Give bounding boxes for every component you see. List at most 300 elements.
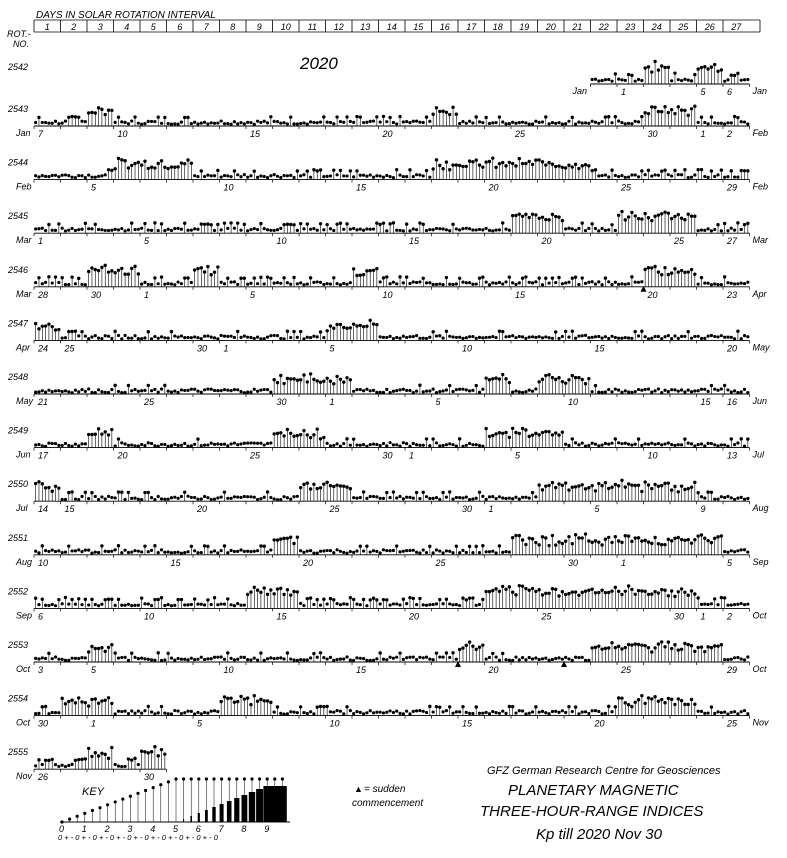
kp-dot [557, 656, 560, 659]
kp-dot [435, 106, 438, 109]
kp-dot [186, 276, 189, 279]
kp-dot [461, 646, 464, 649]
kp-dot [650, 650, 653, 653]
kp-dot [359, 274, 362, 277]
kp-dot [551, 276, 554, 279]
kp-dot [511, 214, 514, 217]
kp-dot [484, 116, 487, 119]
kp-dot [269, 229, 272, 232]
kp-dot [123, 442, 126, 445]
kp-dot [153, 598, 156, 601]
kp-dot [279, 498, 282, 501]
kp-dot [620, 210, 623, 213]
kp-dot [84, 222, 87, 225]
kp-dot [706, 227, 709, 230]
kp-dot [263, 120, 266, 123]
kp-dot [746, 169, 749, 172]
kp-dot [94, 647, 97, 650]
kp-dot [193, 496, 196, 499]
kp-dot [279, 227, 282, 230]
kp-dot [504, 228, 507, 231]
rotation-number: 2542 [8, 62, 29, 72]
kp-dot [508, 550, 511, 553]
kp-dot [143, 709, 146, 712]
kp-dot [577, 443, 580, 446]
kp-dot [61, 174, 64, 177]
kp-dot [607, 228, 610, 231]
kp-dot [282, 712, 285, 715]
kp-dot [557, 711, 560, 714]
kp-dot [84, 656, 87, 659]
kp-dot [100, 544, 103, 547]
rotation-row-2543 [7, 104, 768, 139]
kp-dot [435, 441, 438, 444]
kp-dot [408, 549, 411, 552]
kp-dot [468, 712, 471, 715]
kp-dot [395, 544, 398, 547]
kp-dot [160, 222, 163, 225]
kp-dot [167, 228, 170, 231]
date-label: 1 [329, 397, 335, 407]
kp-dot [554, 281, 557, 284]
kp-dot [375, 221, 378, 224]
kp-dot [564, 330, 567, 333]
kp-dot [375, 323, 378, 326]
rotation-row-2548 [7, 372, 767, 407]
kp-dot [544, 592, 547, 595]
kp-dot [226, 174, 229, 177]
kp-dot [67, 116, 70, 119]
kp-dot [395, 496, 398, 499]
kp-dot [266, 121, 269, 124]
kp-dot [498, 228, 501, 231]
kp-dot [733, 710, 736, 713]
kp-dot [220, 602, 223, 605]
kp-dot [263, 443, 266, 446]
kp-dot [687, 643, 690, 646]
kp-dot [316, 229, 319, 232]
kp-dot [687, 213, 690, 216]
kp-dot [44, 657, 47, 660]
kp-dot [700, 388, 703, 391]
kp-dot [352, 712, 355, 715]
kp-dot [627, 390, 630, 393]
kp-dot [316, 427, 319, 430]
kp-dot [610, 589, 613, 592]
kp-dot [229, 696, 232, 699]
kp-dot [743, 334, 746, 337]
kp-dot [511, 390, 514, 393]
kp-dot [216, 121, 219, 124]
kp-dot [514, 336, 517, 339]
kp-dot [683, 78, 686, 81]
kp-dot [670, 174, 673, 177]
kp-dot [498, 115, 501, 118]
kp-dot [223, 282, 226, 285]
kp-dot [475, 648, 478, 651]
kp-dot [590, 588, 593, 591]
kp-dot [90, 645, 93, 648]
header-day-number: 5 [150, 22, 156, 32]
kp-dot [153, 166, 156, 169]
kp-dot [534, 387, 537, 390]
kp-dot [634, 173, 637, 176]
left-month-label: Oct [16, 664, 31, 674]
kp-dot [210, 336, 213, 339]
kp-dot [196, 437, 199, 440]
kp-dot [534, 495, 537, 498]
kp-dot [246, 336, 249, 339]
kp-dot [289, 432, 292, 435]
kp-dot [160, 122, 163, 125]
kp-dot [425, 604, 428, 607]
kp-dot [620, 479, 623, 482]
kp-dot [485, 658, 488, 661]
kp-dot [279, 176, 282, 179]
kp-dot [229, 335, 232, 338]
kp-dot [259, 388, 262, 391]
left-month-label: Oct [16, 717, 31, 728]
kp-dot [670, 539, 673, 542]
date-label: 30 [38, 718, 49, 729]
kp-dot [385, 491, 388, 494]
kp-dot [614, 705, 617, 708]
kp-dot [299, 378, 302, 381]
kp-dot [491, 589, 494, 592]
kp-dot [110, 337, 113, 340]
kp-dot [746, 655, 749, 658]
kp-dot [213, 270, 216, 273]
kp-dot [557, 276, 560, 279]
kp-dot [312, 551, 315, 554]
kp-dot [44, 121, 47, 124]
kp-dot [173, 389, 176, 392]
kp-dot [335, 115, 338, 118]
kp-dot [100, 432, 103, 435]
kp-dot [590, 646, 593, 649]
kp-dot [127, 659, 130, 662]
kp-dot [412, 597, 415, 600]
date-label: 28 [38, 289, 49, 300]
kp-dot [173, 551, 176, 554]
kp-dot [471, 283, 474, 286]
kp-dot [594, 335, 597, 338]
kp-dot [282, 382, 285, 385]
kp-dot [229, 281, 232, 284]
kp-dot [335, 709, 338, 712]
kp-dot [150, 750, 153, 753]
kp-dot [455, 444, 458, 447]
kp-dot [501, 652, 504, 655]
date-label: 15 [64, 504, 75, 515]
kp-dot [581, 221, 584, 224]
kp-dot [80, 442, 83, 445]
kp-dot [382, 391, 385, 394]
kp-dot [600, 543, 603, 546]
right-month-label: Sep [752, 556, 769, 567]
kp-dot [339, 378, 342, 381]
kp-dot [584, 659, 587, 662]
kp-dot [54, 711, 57, 714]
kp-dot [143, 160, 146, 163]
kp-dot [233, 336, 236, 339]
kp-dot [236, 283, 239, 286]
kp-dot [61, 602, 64, 605]
kp-dot [743, 603, 746, 606]
kp-dot [438, 282, 441, 285]
kp-dot [67, 444, 70, 447]
kp-dot [478, 646, 481, 649]
kp-dot [736, 549, 739, 552]
kp-dot [41, 705, 44, 708]
kp-dot [359, 603, 362, 606]
kp-dot [485, 281, 488, 284]
kp-dot [415, 334, 418, 337]
kp-dot [51, 122, 54, 125]
kp-dot [74, 115, 77, 118]
kp-dot [465, 551, 468, 554]
kp-dot [180, 334, 183, 337]
kp-dot [428, 389, 431, 392]
kp-dot [203, 444, 206, 447]
kp-dot [693, 105, 696, 108]
kp-dot [140, 337, 143, 340]
kp-dot [37, 390, 40, 393]
kp-dot [673, 485, 676, 488]
kp-dot [408, 712, 411, 715]
kp-dot [110, 169, 113, 172]
kp-dot [186, 158, 189, 161]
kp-dot [37, 603, 40, 606]
kp-dot [438, 390, 441, 393]
kp-dot [481, 712, 484, 715]
kp-dot [528, 536, 531, 539]
kp-dot [494, 121, 497, 124]
kp-dot [44, 604, 47, 607]
kp-dot [584, 382, 587, 385]
kp-dot [220, 655, 223, 658]
kp-dot [163, 551, 166, 554]
date-label: 5 [144, 236, 150, 247]
kp-dot [733, 115, 736, 118]
kp-dot [176, 551, 179, 554]
kp-dot [657, 699, 660, 702]
kp-dot [87, 497, 90, 500]
kp-dot [441, 227, 444, 230]
kp-dot [534, 213, 537, 216]
kp-dot [577, 712, 580, 715]
kp-dot [173, 709, 176, 712]
kp-dot [114, 604, 117, 607]
kp-dot [147, 120, 150, 123]
kp-dot [524, 658, 527, 661]
left-month-label: Sep [16, 610, 33, 621]
kp-dot [279, 431, 282, 434]
kp-dot [412, 656, 415, 659]
kp-dot [273, 229, 276, 232]
kp-dot [104, 497, 107, 500]
kp-dot [564, 711, 567, 714]
kp-dot [392, 281, 395, 284]
kp-dot [157, 551, 160, 554]
kp-dot [226, 597, 229, 600]
kp-dot [647, 169, 650, 172]
date-label: 1 [621, 557, 627, 568]
kp-dot [630, 122, 633, 125]
kp-dot [299, 122, 302, 125]
kp-dot [140, 443, 143, 446]
kp-dot [587, 539, 590, 542]
kp-dot [402, 175, 405, 178]
kp-dot [249, 495, 252, 498]
date-label: 5 [727, 557, 733, 568]
kp-dot [80, 656, 83, 659]
kp-dot [541, 593, 544, 596]
kp-dot [677, 173, 680, 176]
kp-dot [355, 710, 358, 713]
kp-dot [37, 480, 40, 483]
kp-dot [133, 162, 136, 165]
kp-dot [37, 758, 40, 761]
kp-dot [478, 712, 481, 715]
kp-dot [551, 337, 554, 340]
kp-dot [196, 228, 199, 231]
kp-dot [163, 336, 166, 339]
kp-dot [266, 442, 269, 445]
kp-dot [157, 162, 160, 165]
kp-dot [624, 122, 627, 125]
kp-dot [67, 544, 70, 547]
kp-dot [544, 115, 547, 118]
kp-dot [534, 705, 537, 708]
kp-dot [610, 223, 613, 226]
date-label: 20 [409, 611, 420, 622]
kp-dot [176, 123, 179, 126]
kp-dot [316, 280, 319, 283]
kp-dot [597, 229, 600, 232]
kp-dot [160, 748, 163, 751]
right-month-label: Oct [752, 610, 767, 621]
rot-label: ROT.- [7, 29, 31, 39]
key-dot [235, 777, 238, 780]
kp-dot [534, 336, 537, 339]
kp-dot [637, 589, 640, 592]
kp-dot [210, 174, 213, 177]
kp-dot [432, 551, 435, 554]
kp-dot [273, 334, 276, 337]
kp-dot [34, 443, 37, 446]
kp-dot [157, 337, 160, 340]
rotation-number: 2545 [8, 211, 29, 222]
kp-dot [435, 391, 438, 394]
kp-dot [180, 495, 183, 498]
kp-dot [332, 711, 335, 714]
kp-dot [382, 221, 385, 224]
kp-dot [263, 388, 266, 391]
kp-dot [518, 432, 521, 435]
kp-dot [471, 228, 474, 231]
kp-dot [418, 597, 421, 600]
kp-dot [564, 381, 567, 384]
kp-dot [256, 442, 259, 445]
kp-dot [587, 122, 590, 125]
kp-dot [624, 283, 627, 286]
kp-dot [710, 442, 713, 445]
kp-dot [637, 437, 640, 440]
kp-dot [385, 174, 388, 177]
kp-dot [544, 374, 547, 377]
kp-dot [710, 384, 713, 387]
kp-dot [614, 115, 617, 118]
left-month-label: Nov [16, 771, 33, 782]
kp-dot [203, 495, 206, 498]
kp-dot [160, 443, 163, 446]
kp-dot [216, 223, 219, 226]
kp-dot [167, 390, 170, 393]
kp-dot [266, 388, 269, 391]
kp-dot [624, 590, 627, 593]
kp-dot [259, 651, 262, 654]
kp-dot [77, 334, 80, 337]
kp-dot [687, 442, 690, 445]
kp-dot [554, 588, 557, 591]
kp-dot [531, 122, 534, 125]
key-dot [182, 777, 185, 780]
kp-dot [296, 229, 299, 232]
kp-dot [736, 116, 739, 119]
kp-dot [167, 550, 170, 553]
key-dot [220, 777, 223, 780]
kp-dot [345, 376, 348, 379]
kp-dot [435, 602, 438, 605]
kp-dot [643, 212, 646, 215]
kp-dot [445, 160, 448, 163]
kp-dot [617, 283, 620, 286]
kp-dot [379, 711, 382, 714]
kp-dot [653, 443, 656, 446]
kp-dot [696, 646, 699, 649]
date-label: 1 [700, 129, 706, 139]
kp-dot [677, 337, 680, 340]
rotation-number: 2550 [8, 479, 29, 490]
kp-dot [607, 536, 610, 539]
kp-dot [137, 390, 140, 393]
kp-dot [677, 78, 680, 81]
kp-dot [541, 657, 544, 660]
kp-dot [441, 710, 444, 713]
kp-dot [64, 596, 67, 599]
kp-dot [213, 174, 216, 177]
kp-dot [538, 121, 541, 124]
kp-dot [312, 483, 315, 486]
kp-dot [431, 167, 434, 170]
kp-dot [160, 275, 163, 278]
rotation-rows [7, 60, 770, 782]
key-dot [159, 783, 162, 786]
kp-dot [438, 227, 441, 230]
kp-dot [296, 282, 299, 285]
kp-dot [246, 658, 249, 661]
kp-dot [54, 275, 57, 278]
kp-dot [355, 324, 358, 327]
kp-dot [607, 175, 610, 178]
kp-dot [37, 116, 40, 119]
kp-dot [591, 709, 594, 712]
kp-dot [630, 483, 633, 486]
kp-dot [402, 597, 405, 600]
kp-dot [528, 336, 531, 339]
kp-dot [643, 111, 646, 114]
